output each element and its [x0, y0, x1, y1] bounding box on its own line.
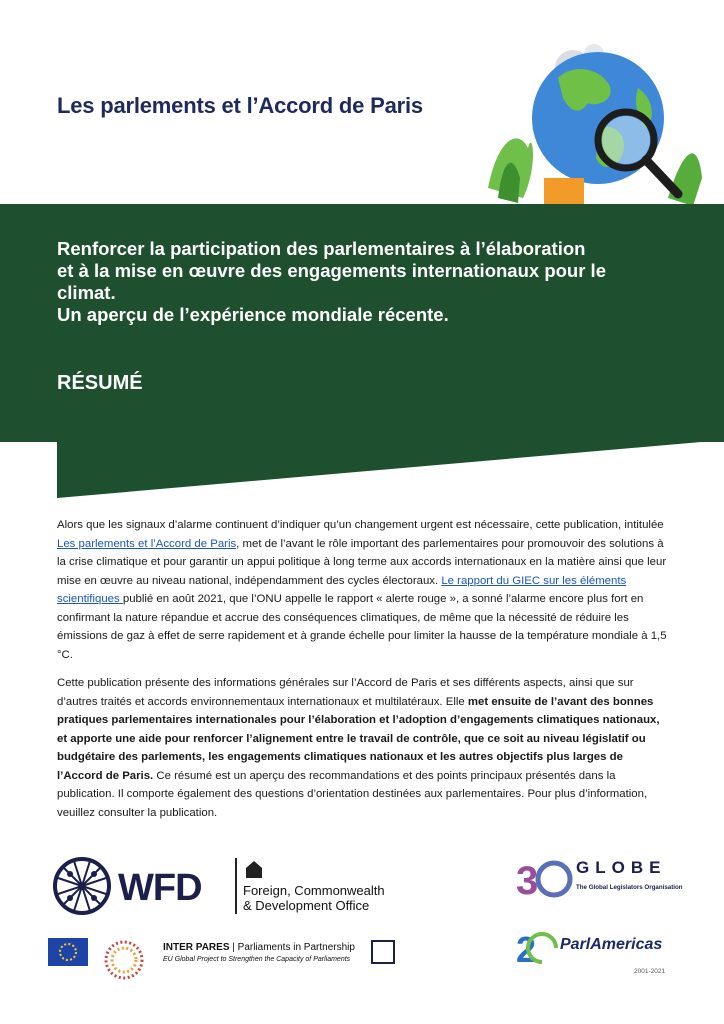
royal-crest-icon [243, 858, 265, 880]
fcdo-line: Foreign, Commonwealth [243, 883, 385, 898]
paragraph-2 [57, 674, 669, 822]
subtitle-line: Un aperçu de l’expérience mondiale récente. [57, 304, 449, 325]
interpares-logo [48, 938, 398, 982]
ipcc-report-link[interactable]: Le rapport du GIEC sur les éléments scientifiques [57, 574, 627, 605]
svg-text:3: 3 [516, 859, 539, 902]
text-run: Cette publication présente des informations générales sur l’Accord de Paris et ses différents aspects, ainsi que sur d’autres traités et accords environnementaux internationaux et multilatéraux. Elle [57, 677, 634, 708]
wfd-globe-icon [52, 856, 112, 916]
parlamericas-20-emblem-icon [516, 928, 560, 968]
parlamericas-years: 2001-2021 [634, 968, 666, 975]
globe-wordmark: GLOBE [576, 858, 667, 877]
fcdo-name [243, 883, 385, 913]
globe-tagline: The Global Legislators Organisation [576, 884, 683, 891]
fcdo-logo [235, 858, 410, 916]
parlamericas-logo [516, 928, 686, 978]
interpares-dots-icon [98, 938, 150, 982]
svg-text:2: 2 [516, 929, 537, 968]
wfd-logo [52, 856, 212, 916]
text-run: Alors que les signaux d’alarme continuent d’indiquer qu’un changement urgent est nécessaire, cette publication, intitulée [57, 519, 664, 531]
wfd-wordmark: WFD [118, 867, 202, 909]
interpares-subtitle: EU Global Project to Strengthen the Capacity of Parliaments [163, 956, 351, 963]
idea-emblem-icon [371, 940, 395, 970]
interpares-name: INTER PARES [163, 942, 230, 953]
document-title: Les parlements et l’Accord de Paris [57, 93, 423, 118]
summary-heading: RÉSUMÉ [57, 372, 143, 394]
interpares-separator: | [229, 942, 238, 953]
eu-flag-icon [48, 938, 88, 966]
text-run: , met de l’avant le rôle important des parlementaires pour promouvoir des solutions à la crise climatique et pour garantir un appui politique à long terme aux accords internationaux en la matière ainsi que leur mise en œuvre au niveau national, indépendamment des cycles électoraux. [57, 537, 667, 587]
text-run: publié en août 2021, que l’ONU appelle le rapport « alerte rouge », a sonné l’alarme encore plus fort en confirmant la nature répandue et accrue des conséquences climatiques, de même que la nécessité de réduire les émissions de gaz à effet de serre rapidement et à grande échelle pour limiter la hausse de la température mondiale à 1,5 °C. [57, 593, 667, 661]
interpares-partnership: Parliaments in Partnership [237, 942, 355, 953]
banner-subtitle [57, 238, 667, 326]
fcdo-line: & Development Office [243, 898, 370, 913]
globe-30-emblem-icon [516, 856, 574, 902]
publication-link[interactable]: Les parlements et l’Accord de Paris [57, 537, 237, 550]
text-run: Ce résumé est un aperçu des recommandations et des points principaux présentés dans la publication. Il comporte également des questions d’orientation destinées aux parlementaires. Pour plus d’information, veuillez consulter la publication. [57, 769, 648, 819]
subtitle-line: Renforcer la participation des parlementaires à l’élaboration [57, 238, 586, 259]
subtitle-line: et à la mise en œuvre des engagements internationaux pour le [57, 260, 606, 281]
globe-logo [516, 856, 686, 902]
subtitle-line: climat. [57, 282, 116, 303]
bold-text-run: met ensuite de l’avant des bonnes pratiques parlementaires internationales pour l’élaboration et l’adoption d’engagements climatiques nationaux, et apporte une aide pour renforcer l’alignement entre le travail de contrôle, que ce soit au niveau législatif ou budgétaire des parlements, les engagements climatiques nationaux et les autres objectifs plus larges de l’Accord de Paris. [57, 695, 660, 782]
interpares-title [163, 942, 355, 953]
summary-body [57, 516, 669, 832]
fcdo-divider [235, 858, 237, 914]
parlamericas-wordmark: ParlAmericas [560, 936, 663, 953]
banner-tail-shape [0, 440, 724, 500]
globe-magnifier-illustration [478, 28, 704, 206]
paragraph-1 [57, 516, 669, 664]
